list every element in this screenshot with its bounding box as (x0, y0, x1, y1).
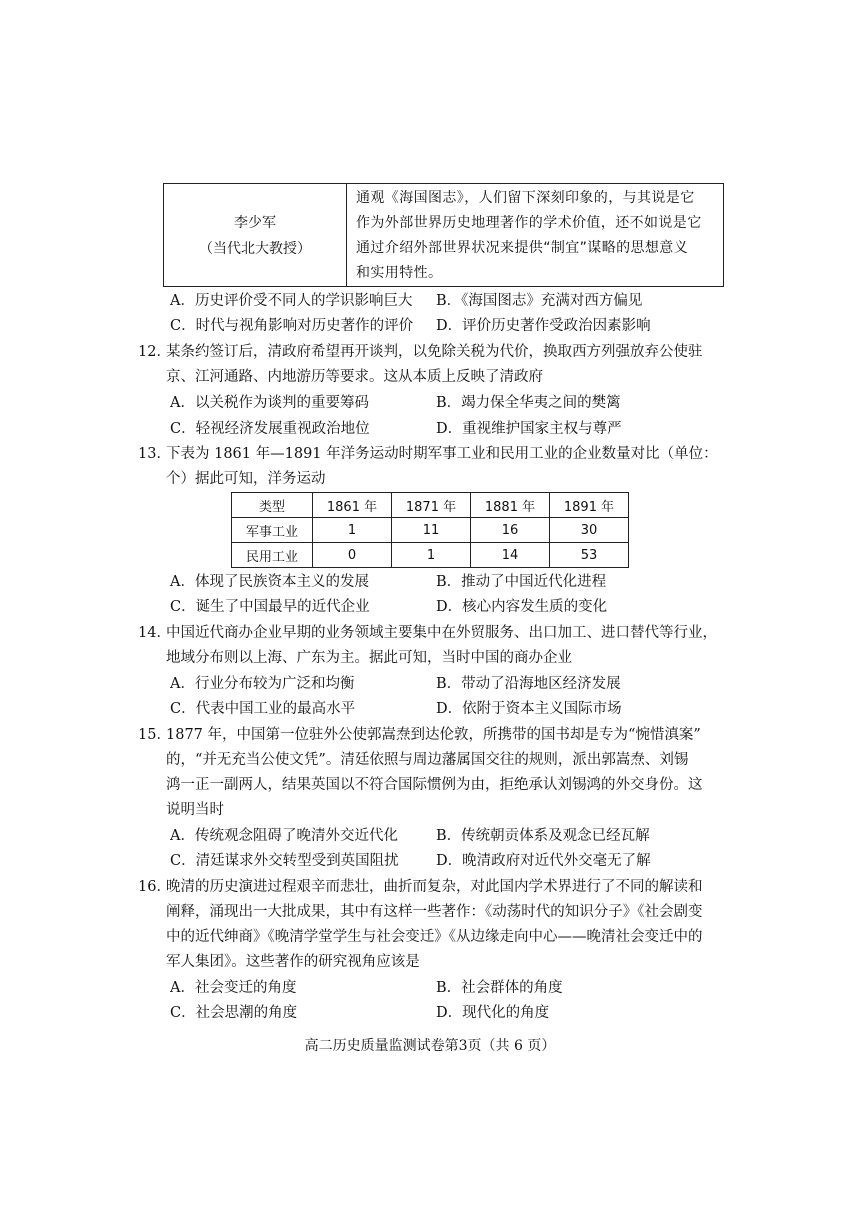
table-header-cell: 1861 年 (313, 493, 392, 518)
q11-option-c: C．时代与视角影响对历史著作的评价 (170, 318, 414, 334)
q15-option-b: B．传统朝贡体系及观念已经瓦解 (436, 828, 650, 844)
enterprise-count-table (231, 492, 629, 568)
table-header-row (232, 493, 629, 518)
q14-option-c: C．代表中国工业的最高水平 (170, 701, 356, 717)
table-cell: 30 (550, 518, 629, 543)
table-cell: 1 (392, 543, 471, 568)
quote-author-name: 李少军 (234, 215, 276, 231)
q15-option-a: A．传统观念阻碍了晚清外交近代化 (170, 828, 398, 844)
table-cell: 军事工业 (232, 518, 313, 543)
table-cell: 14 (471, 543, 550, 568)
table-header-cell: 1891 年 (550, 493, 629, 518)
q11-option-b: B．《海国图志》充满对西方偏见 (436, 293, 643, 309)
q12-option-c: C．轻视经济发展重视政治地位 (170, 421, 370, 437)
q16-stem-line: 晚清的历史演进过程艰辛而悲壮，曲折而复杂，对此国内学术界进行了不同的解读和 (166, 879, 703, 895)
q16-option-b: B．社会群体的角度 (436, 980, 563, 996)
table-row (232, 518, 629, 543)
table-row (232, 543, 629, 568)
q13-option-b: B．推动了中国近代化进程 (436, 574, 607, 590)
quote-text-line: 作为外部世界历史地理著作的学术价值，还不如说是它 (356, 215, 702, 231)
q13-stem-line: 下表为 1861 年—1891 年洋务运动时期军事工业和民用工业的企业数量对比（单位： (166, 446, 718, 462)
q16-option-a: A．社会变迁的角度 (170, 980, 297, 996)
q14-option-b: B．带动了沿海地区经济发展 (436, 676, 621, 692)
q13-number: 13． (138, 446, 171, 462)
q15-stem-line: 鸿一正一副两人，结果英国以不符合国际惯例为由，拒绝承认刘锡鸿的外交身份。这 (166, 777, 703, 793)
q13-option-d: D．核心内容发生质的变化 (436, 599, 608, 615)
q15-option-c: C．清廷谋求外交转型受到英国阻扰 (170, 853, 399, 869)
q16-option-c: C．社会思潮的角度 (170, 1005, 298, 1021)
q16-stem-line: 阐释，涌现出一大批成果，其中有这样一些著作：《动荡时代的知识分子》《社会剧变 (166, 904, 703, 920)
q11-option-d: D．评价历史著作受政治因素影响 (436, 318, 651, 334)
q12-option-b: B．竭力保全华夷之间的樊篱 (436, 395, 621, 411)
q14-option-a: A．行业分布较为广泛和均衡 (170, 676, 355, 692)
q13-option-a: A．体现了民族资本主义的发展 (170, 574, 369, 590)
quote-author-title: （当代北大教授） (199, 241, 311, 257)
q14-stem-line: 地域分布则以上海、广东为主。据此可知，当时中国的商办企业 (166, 650, 572, 666)
table-header-cell: 类型 (232, 493, 313, 518)
q15-stem-line: 说明当时 (166, 802, 224, 818)
q14-number: 14． (138, 625, 171, 641)
table-cell: 0 (313, 543, 392, 568)
q16-stem-line: 军人集团》。这些著作的研究视角应该是 (166, 954, 420, 970)
q16-stem-line: 中的近代绅商》《晚清学堂学生与社会变迁》《从边缘走向中心——晚清社会变迁中的 (166, 929, 703, 945)
table-cell: 11 (392, 518, 471, 543)
q15-stem-line: 的，“并无充当公使文凭”。清廷依照与周边藩属国交往的规则，派出郭嵩焘、刘锡 (166, 752, 689, 768)
table-cell: 1 (313, 518, 392, 543)
q15-stem-line: 1877 年，中国第一位驻外公使郭嵩焘到达伦敦，所携带的国书却是专为“惋惜滇案” (166, 727, 701, 743)
q12-stem-line: 某条约签订后，清政府希望再开谈判，以免除关税为代价，换取西方列强放弃公使驻 (166, 344, 703, 360)
q13-option-c: C．诞生了中国最早的近代企业 (170, 599, 370, 615)
q14-stem-line: 中国近代商办企业早期的业务领域主要集中在外贸服务、出口加工、进口替代等行业， (166, 625, 717, 641)
q12-option-a: A．以关税作为谈判的重要筹码 (170, 395, 369, 411)
table-header-cell: 1881 年 (471, 493, 550, 518)
q11-option-a: A．历史评价受不同人的学识影响巨大 (170, 293, 413, 309)
quote-text-line: 和实用特性。 (356, 265, 443, 281)
page-footer: 高二历史质量监测试卷第3页（共 6 页） (304, 1038, 556, 1054)
q16-option-d: D．现代化的角度 (436, 1005, 550, 1021)
q12-number: 12． (138, 344, 171, 360)
table-cell: 16 (471, 518, 550, 543)
table-cell: 53 (550, 543, 629, 568)
q15-number: 15． (138, 727, 171, 743)
table-cell: 民用工业 (232, 543, 313, 568)
q12-option-d: D．重视维护国家主权与尊严 (436, 421, 622, 437)
q12-stem-line: 京、江河通路、内地游历等要求。这从本质上反映了清政府 (166, 369, 543, 385)
quote-table-divider (346, 184, 347, 286)
q13-stem-line: 个）据此可知，洋务运动 (166, 471, 326, 487)
table-header-cell: 1871 年 (392, 493, 471, 518)
quote-table (163, 183, 724, 287)
quote-text-line: 通过介绍外部世界状况来提供“制宜”谋略的思想意义 (356, 240, 689, 256)
q15-option-d: D．晚清政府对近代外交毫无了解 (436, 853, 651, 869)
q14-option-d: D．依附于资本主义国际市场 (436, 701, 622, 717)
q16-number: 16． (138, 879, 171, 895)
quote-text-line: 通观《海国图志》，人们留下深刻印象的，与其说是它 (356, 190, 695, 206)
